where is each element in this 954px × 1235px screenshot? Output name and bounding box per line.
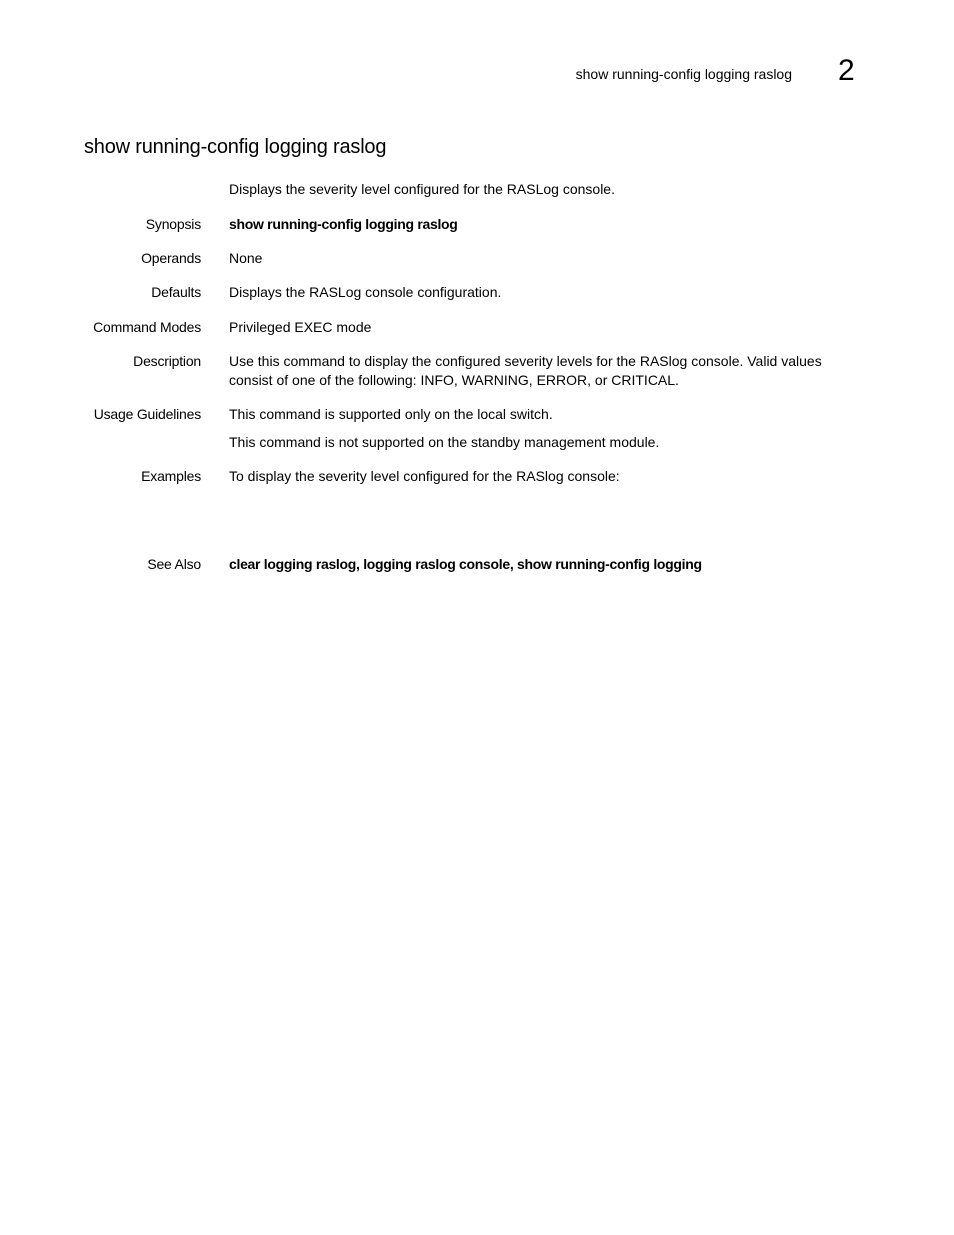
usage-guidelines-paragraph: This command is supported only on the local switch. — [229, 406, 553, 422]
intro-text: Displays the severity level configured for the RASLog console. — [229, 181, 615, 197]
usage-guidelines-label: Usage Guidelines — [93, 406, 201, 422]
description-label: Description — [133, 353, 201, 369]
command-modes-text: Privileged EXEC mode — [229, 319, 372, 335]
description-text: Use this command to display the configured severity levels for the RASlog console. Valid values consist of one of the following: INFO, WARNING, ERROR, or CRITICAL. — [229, 353, 822, 388]
usage-guidelines-paragraph: This command is not supported on the standby management module. — [229, 434, 660, 450]
operands-text: None — [229, 250, 263, 266]
page-title: show running-config logging raslog — [84, 136, 387, 158]
defaults-label: Defaults — [151, 284, 201, 300]
running-header-title: show running-config logging raslog — [575, 66, 792, 82]
examples-text: To display the severity level configured for the RASlog console: — [229, 468, 620, 484]
defaults-text: Displays the RASLog console configuration. — [229, 284, 502, 300]
see-also-label: See Also — [147, 556, 201, 572]
usage-guidelines-body — [229, 405, 859, 452]
command-modes-label: Command Modes — [93, 319, 201, 335]
synopsis-text: show running-config logging raslog — [229, 216, 458, 232]
chapter-number: 2 — [838, 54, 855, 87]
see-also-links[interactable]: clear logging raslog, logging raslog console, show running-config logging — [229, 556, 702, 572]
synopsis-label: Synopsis — [145, 216, 201, 232]
examples-label: Examples — [141, 468, 201, 484]
operands-label: Operands — [141, 250, 201, 266]
